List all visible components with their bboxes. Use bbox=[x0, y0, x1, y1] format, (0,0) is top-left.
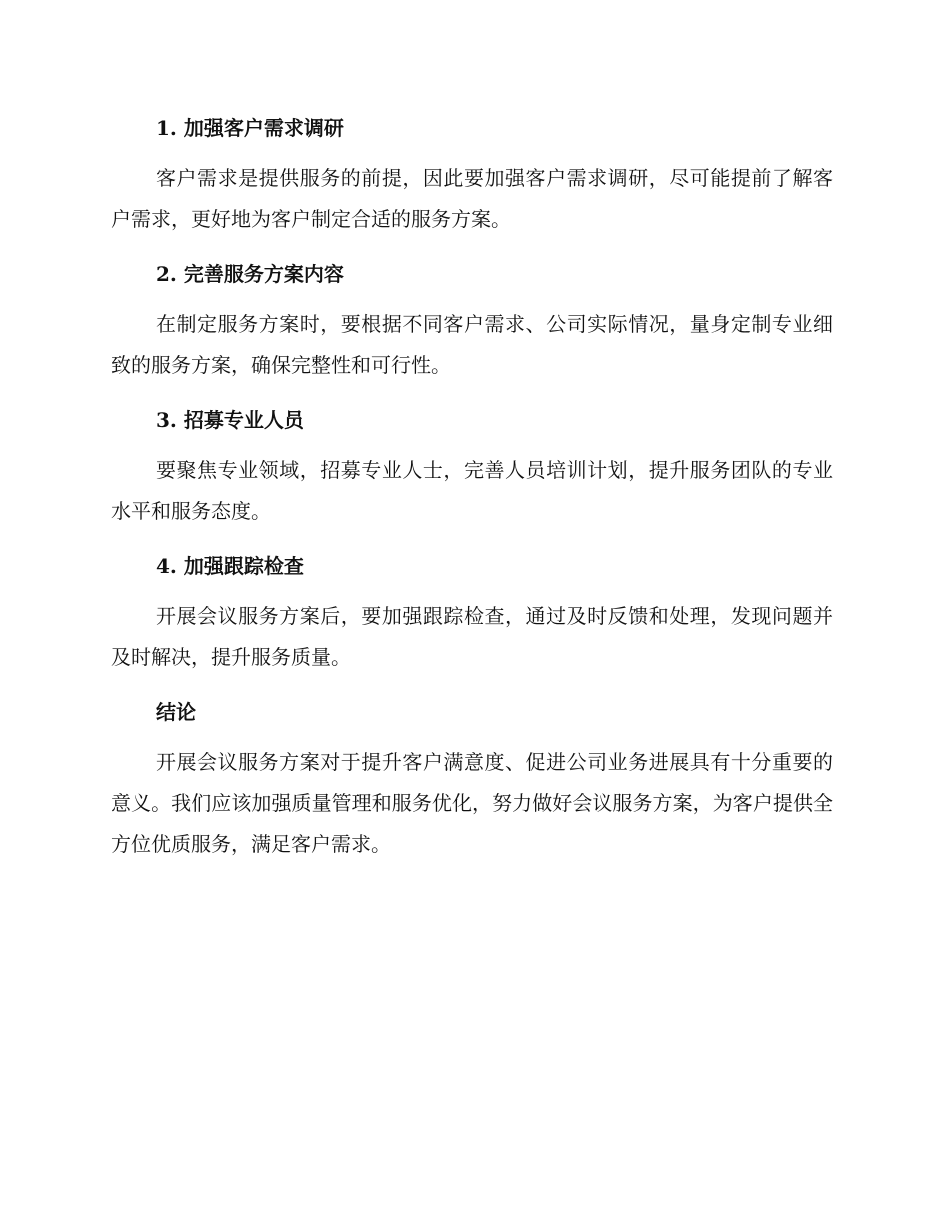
section-paragraph: 要聚焦专业领域，招募专业人士，完善人员培训计划，提升服务团队的专业水平和服务态度。 bbox=[111, 458, 833, 523]
section-paragraph: 开展会议服务方案对于提升客户满意度、促进公司业务进展具有十分重要的意义。我们应该加强质量管理和服务优化，努力做好会议服务方案，为客户提供全方位优质服务，满足客户需求。 bbox=[111, 750, 833, 856]
document-body bbox=[111, 106, 833, 877]
section-paragraph: 在制定服务方案时，要根据不同客户需求、公司实际情况，量身定制专业细致的服务方案，确保完整性和可行性。 bbox=[111, 312, 833, 377]
section-heading: 4. 加强跟踪检查 bbox=[156, 554, 304, 578]
section-paragraph: 客户需求是提供服务的前提，因此要加强客户需求调研，尽可能提前了解客户需求，更好地为客户制定合适的服务方案。 bbox=[111, 166, 833, 231]
section-tracking-check bbox=[111, 544, 833, 678]
section-recruit-staff bbox=[111, 398, 833, 532]
section-service-plan bbox=[111, 252, 833, 386]
section-heading: 3. 招募专业人员 bbox=[156, 408, 304, 432]
section-conclusion bbox=[111, 690, 833, 865]
section-customer-research bbox=[111, 106, 833, 240]
section-paragraph: 开展会议服务方案后，要加强跟踪检查，通过及时反馈和处理，发现问题并及时解决，提升服务质量。 bbox=[111, 604, 833, 669]
section-heading: 2. 完善服务方案内容 bbox=[156, 262, 344, 286]
section-heading: 结论 bbox=[156, 700, 196, 724]
section-heading: 1. 加强客户需求调研 bbox=[156, 116, 344, 140]
